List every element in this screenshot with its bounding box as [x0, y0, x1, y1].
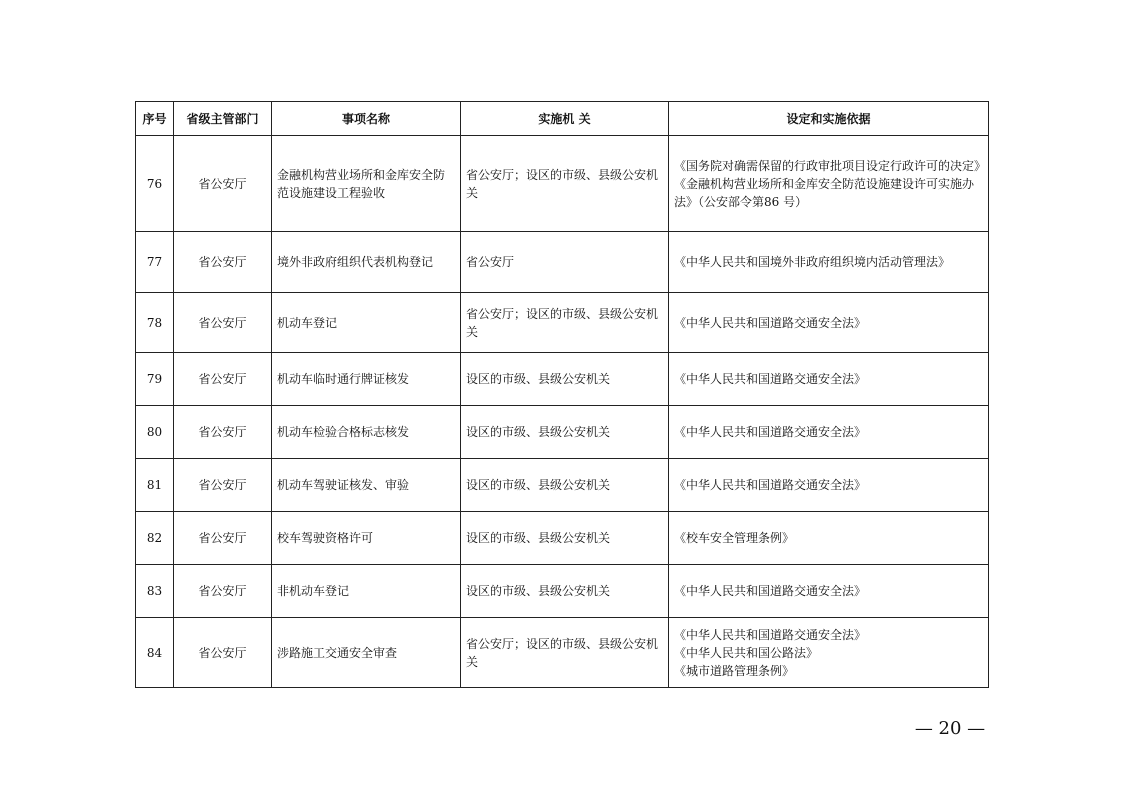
table-row — [136, 512, 989, 565]
cell-item: 非机动车登记 — [272, 565, 461, 618]
table-row — [136, 293, 989, 353]
cell-agency: 省公安厅 — [461, 232, 669, 293]
basis-entry: 《中华人民共和国道路交通安全法》 — [674, 425, 867, 439]
cell-no: 78 — [136, 293, 174, 353]
basis-entry: 《中华人民共和国道路交通安全法》 — [674, 372, 867, 386]
basis-entry: 《中华人民共和国道路交通安全法》 — [674, 315, 867, 330]
cell-no: 84 — [136, 618, 174, 688]
basis-entry: 《城市道路管理条例》 — [674, 663, 795, 678]
cell-no: 76 — [136, 136, 174, 232]
table-row — [136, 618, 989, 688]
cell-dept: 省公安厅 — [174, 353, 272, 406]
table-row — [136, 232, 989, 293]
cell-dept: 省公安厅 — [174, 293, 272, 353]
cell-dept: 省公安厅 — [174, 406, 272, 459]
cell-dept: 省公安厅 — [174, 512, 272, 565]
cell-item: 涉路施工交通安全审查 — [272, 618, 461, 688]
cell-basis — [669, 293, 989, 353]
cell-basis — [669, 459, 989, 512]
cell-dept: 省公安厅 — [174, 459, 272, 512]
basis-entry: 《国务院对确需保留的行政审批项目设定行政许可的决定》 — [674, 158, 987, 173]
header-dept: 省级主管部门 — [174, 102, 272, 136]
basis-entry: 《中华人民共和国公路法》 — [674, 645, 819, 660]
page-number: — 20 — — [914, 718, 986, 739]
basis-entry: 《中华人民共和国境外非政府组织境内活动管理法》 — [674, 255, 951, 269]
basis-entry: 《校车安全管理条例》 — [674, 531, 795, 545]
cell-agency: 省公安厅；设区的市级、县级公安机关 — [461, 293, 669, 353]
basis-entry: 《金融机构营业场所和金库安全防范设施建设许可实施办法》（公安部令第86 号） — [674, 176, 975, 209]
table-header-row — [136, 102, 989, 136]
cell-agency: 设区的市级、县级公安机关 — [461, 459, 669, 512]
cell-dept: 省公安厅 — [174, 232, 272, 293]
header-no: 序号 — [136, 102, 174, 136]
header-item: 事项名称 — [272, 102, 461, 136]
cell-no: 83 — [136, 565, 174, 618]
table-body — [136, 136, 989, 688]
cell-item: 机动车驾驶证核发、审验 — [272, 459, 461, 512]
cell-item: 金融机构营业场所和金库安全防范设施建设工程验收 — [272, 136, 461, 232]
cell-basis — [669, 136, 989, 232]
header-basis: 设定和实施依据 — [669, 102, 989, 136]
cell-agency: 设区的市级、县级公安机关 — [461, 353, 669, 406]
cell-item: 机动车登记 — [272, 293, 461, 353]
basis-entry: 《中华人民共和国道路交通安全法》 — [674, 584, 867, 598]
header-agency: 实施机 关 — [461, 102, 669, 136]
cell-agency: 省公安厅；设区的市级、县级公安机关 — [461, 618, 669, 688]
cell-basis — [669, 512, 989, 565]
cell-dept: 省公安厅 — [174, 565, 272, 618]
cell-basis — [669, 618, 989, 688]
cell-item: 机动车临时通行牌证核发 — [272, 353, 461, 406]
cell-item: 机动车检验合格标志核发 — [272, 406, 461, 459]
basis-entry: 《中华人民共和国道路交通安全法》 — [674, 478, 867, 492]
cell-no: 81 — [136, 459, 174, 512]
table-row — [136, 136, 989, 232]
cell-agency: 省公安厅；设区的市级、县级公安机关 — [461, 136, 669, 232]
cell-no: 82 — [136, 512, 174, 565]
cell-no: 77 — [136, 232, 174, 293]
table-row — [136, 565, 989, 618]
cell-basis — [669, 232, 989, 293]
cell-basis — [669, 565, 989, 618]
cell-dept: 省公安厅 — [174, 618, 272, 688]
cell-basis — [669, 406, 989, 459]
cell-no: 79 — [136, 353, 174, 406]
cell-item: 境外非政府组织代表机构登记 — [272, 232, 461, 293]
cell-dept: 省公安厅 — [174, 136, 272, 232]
cell-agency: 设区的市级、县级公安机关 — [461, 512, 669, 565]
table-row — [136, 353, 989, 406]
table-row — [136, 406, 989, 459]
approval-items-table — [135, 101, 989, 688]
table-row — [136, 459, 989, 512]
cell-agency: 设区的市级、县级公安机关 — [461, 565, 669, 618]
cell-no: 80 — [136, 406, 174, 459]
cell-basis — [669, 353, 989, 406]
cell-agency: 设区的市级、县级公安机关 — [461, 406, 669, 459]
cell-item: 校车驾驶资格许可 — [272, 512, 461, 565]
basis-entry: 《中华人民共和国道路交通安全法》 — [674, 627, 867, 642]
